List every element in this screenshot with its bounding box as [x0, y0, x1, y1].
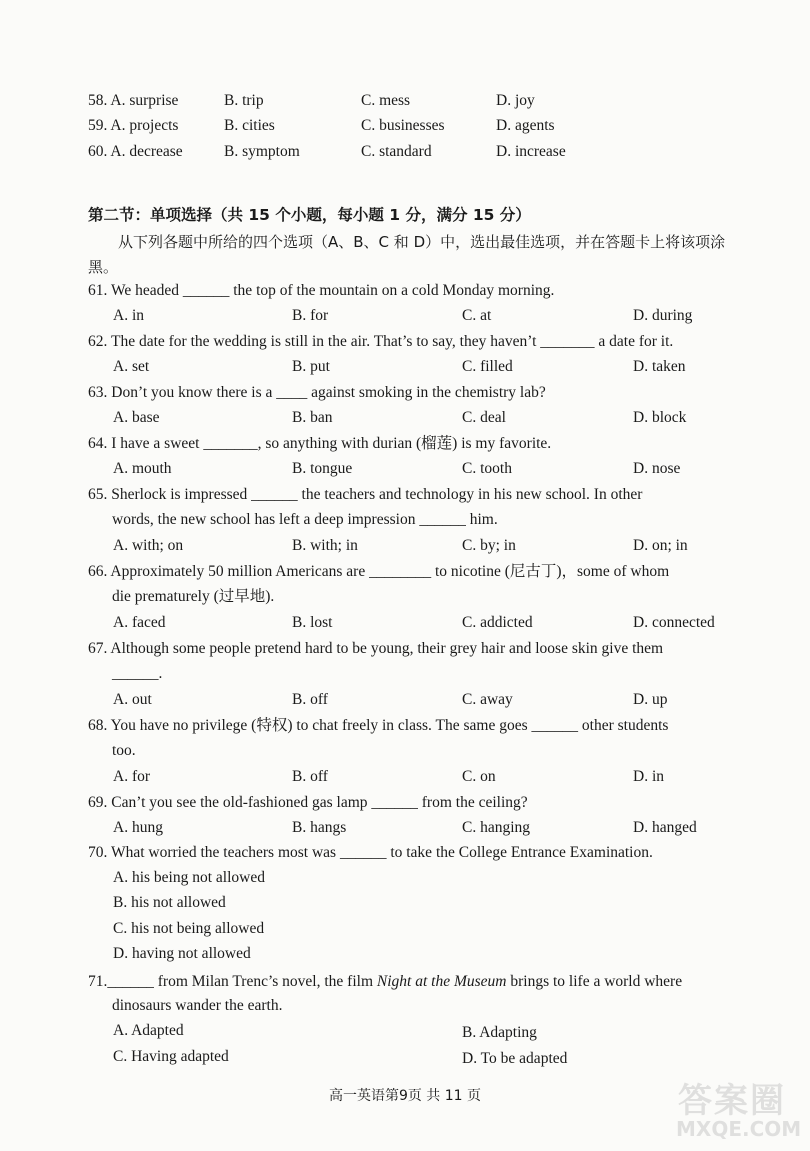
option-d: D. taken: [633, 358, 686, 375]
option-d: D. joy: [496, 92, 535, 109]
question-67-stem-line1: 67. Although some people pretend hard to be young, their grey hair and loose skin give them: [88, 640, 664, 657]
option-c: C. at: [462, 307, 492, 324]
section-title: 第二节：单项选择（共 15 个小题，每小题 1 分，满分 15 分）: [88, 206, 531, 224]
question-number: 59.: [88, 117, 108, 134]
option-c: C. standard: [361, 143, 432, 160]
question-64-stem: 64. I have a sweet _______, so anything with durian (榴莲) is my favorite.: [88, 435, 552, 452]
option-d: D. nose: [633, 460, 681, 477]
option-b: B. symptom: [224, 143, 300, 160]
question-70-stem: 70. What worried the teachers most was ______ to take the College Entrance Examination.: [88, 844, 653, 861]
option-b: B. Adapting: [462, 1024, 537, 1041]
question-61-stem: 61. We headed ______ the top of the mountain on a cold Monday morning.: [88, 282, 555, 299]
option-b: B. hangs: [292, 819, 347, 836]
page-footer: 高一英语第9页 共 11 页: [328, 1088, 482, 1104]
option-c: C. away: [462, 691, 513, 708]
option-c: C. on: [462, 768, 496, 785]
option-c: C. deal: [462, 409, 506, 426]
question-62-stem: 62. The date for the wedding is still in the air. That’s to say, they haven’t _______ a date for it.: [88, 333, 674, 350]
option-b: B. his not allowed: [113, 894, 226, 911]
option-c: C. mess: [361, 92, 411, 109]
option-a: A. Adapted: [113, 1022, 184, 1039]
vocab-row-58: [0, 89, 810, 113]
vocab-row-59: [0, 114, 810, 138]
option-c: C. his not being allowed: [113, 920, 265, 937]
vocab-row-60: [0, 140, 810, 164]
option-a: A. mouth: [113, 460, 172, 477]
question-number: 60.: [88, 143, 108, 160]
option-a: A. faced: [113, 614, 166, 631]
question-number: 58.: [88, 92, 108, 109]
question-66-stem-line1: 66. Approximately 50 million Americans are ________ to nicotine (尼古丁)，some of whom: [88, 563, 670, 580]
option-c: C. by; in: [462, 537, 516, 554]
option-d: D. agents: [496, 117, 555, 134]
question-65-stem-line2: words, the new school has left a deep impression ______ him.: [112, 511, 498, 528]
option-a: A. for: [113, 768, 151, 785]
option-b: B. cities: [224, 117, 275, 134]
option-d: D. on; in: [633, 537, 688, 554]
option-d: D. hanged: [633, 819, 697, 836]
watermark-logo: [670, 1073, 800, 1143]
option-b: B. for: [292, 307, 329, 324]
option-a: A. in: [113, 307, 144, 324]
option-d: D. increase: [496, 143, 566, 160]
option-d: D. having not allowed: [113, 945, 251, 962]
stem-text: brings to life a world where: [506, 973, 683, 990]
question-68-stem-line1: 68. You have no privilege (特权) to chat freely in class. The same goes ______ other students: [88, 717, 669, 734]
option-b: B. tongue: [292, 460, 353, 477]
question-67-stem-line2: ______.: [112, 665, 163, 682]
option-b: B. put: [292, 358, 330, 375]
option-d: D. in: [633, 768, 664, 785]
watermark-bottom-text: MXQE.COM: [676, 1117, 802, 1141]
option-b: B. off: [292, 768, 328, 785]
option-c: C. hanging: [462, 819, 531, 836]
option-b: B. ban: [292, 409, 333, 426]
question-71-stem-line1: [88, 971, 738, 993]
option-a: A. base: [113, 409, 160, 426]
option-c: C. filled: [462, 358, 513, 375]
option-d: D. up: [633, 691, 668, 708]
film-title: Night at the Museum: [376, 973, 507, 990]
option-a: A. set: [113, 358, 150, 375]
question-65-stem-line1: 65. Sherlock is impressed ______ the teachers and technology in his new school. In other: [88, 486, 643, 503]
option-b: B. off: [292, 691, 328, 708]
option-c: C. addicted: [462, 614, 533, 631]
question-66-stem-line2: die prematurely (过早地).: [112, 588, 275, 605]
option-a: A. projects: [110, 117, 179, 134]
option-c: C. tooth: [462, 460, 512, 477]
option-d: D. during: [633, 307, 693, 324]
option-b: B. trip: [224, 92, 264, 109]
question-69-stem: 69. Can’t you see the old-fashioned gas lamp ______ from the ceiling?: [88, 794, 528, 811]
option-a: A. decrease: [110, 143, 183, 160]
option-a: A. with; on: [113, 537, 184, 554]
option-d: D. block: [633, 409, 687, 426]
option-a: A. surprise: [110, 92, 179, 109]
stem-text: 71.______ from Milan Trenc’s novel, the film: [88, 973, 377, 990]
option-a: A. out: [113, 691, 152, 708]
question-71-stem-line2: dinosaurs wander the earth.: [112, 997, 283, 1014]
watermark-top-text: 答案圈: [678, 1081, 786, 1121]
option-d: D. To be adapted: [462, 1050, 568, 1067]
option-a: A. his being not allowed: [113, 869, 265, 886]
section-instruction: 从下列各题中所给的四个选项（A、B、C 和 D）中，选出最佳选项，并在答题卡上将该项涂黑。: [88, 233, 726, 276]
option-a: A. hung: [113, 819, 163, 836]
option-c: C. businesses: [361, 117, 445, 134]
option-d: D. connected: [633, 614, 715, 631]
option-c: C. Having adapted: [113, 1048, 229, 1065]
option-b: B. lost: [292, 614, 333, 631]
question-68-stem-line2: too.: [112, 742, 136, 759]
question-63-stem: 63. Don’t you know there is a ____ against smoking in the chemistry lab?: [88, 384, 546, 401]
option-b: B. with; in: [292, 537, 358, 554]
